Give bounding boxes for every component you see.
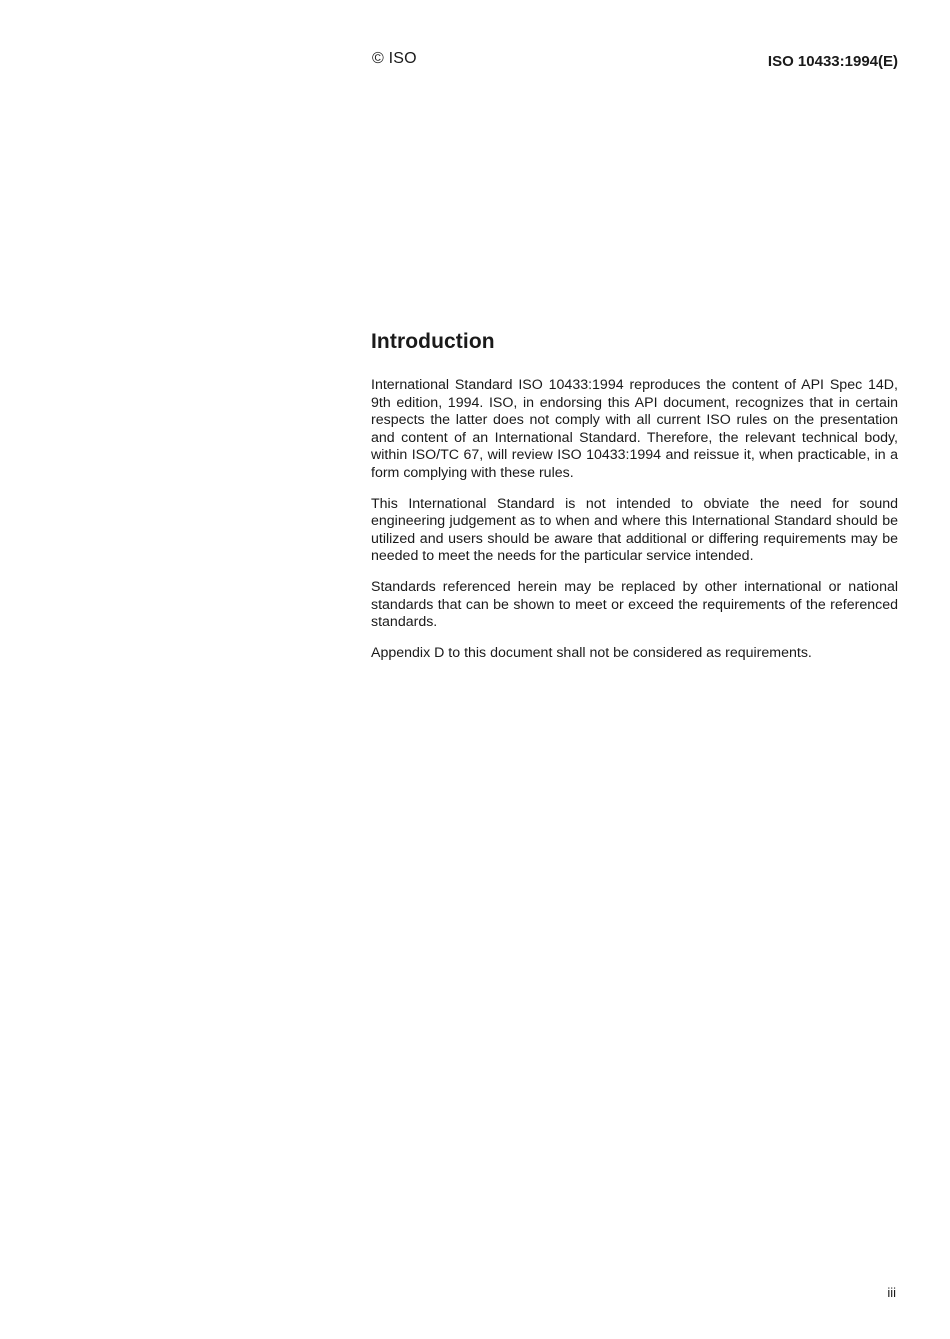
section-title: Introduction — [371, 330, 495, 353]
copyright-notice: © ISO — [372, 50, 417, 67]
paragraph: This International Standard is not intended to obviate the need for sound engineering judgement as to when and where this International Standard should be utilized and users should be aware that additional or differing requirements may be needed to meet the needs for the particular service intended. — [371, 495, 898, 565]
standard-identifier: ISO 10433:1994(E) — [767, 53, 898, 70]
page-number: iii — [887, 1285, 896, 1300]
introduction-body — [371, 377, 898, 675]
paragraph: Appendix D to this document shall not be considered as requirements. — [371, 644, 812, 661]
paragraph: Standards referenced herein may be replaced by other international or national standards that can be shown to meet or exceed the requirements of the referenced standards. — [371, 578, 898, 631]
paragraph: International Standard ISO 10433:1994 reproduces the content of API Spec 14D, 9th edition, 1994. ISO, in endorsing this API document, recognizes that in certain respects the latter does not comply with all current ISO rules on the presentation and content of an International Standard. Therefore, the relevant technical body, within ISO/TC 67, will review ISO 10433:1994 and reissue it, when practicable, in a form complying with these rules. — [371, 377, 898, 481]
